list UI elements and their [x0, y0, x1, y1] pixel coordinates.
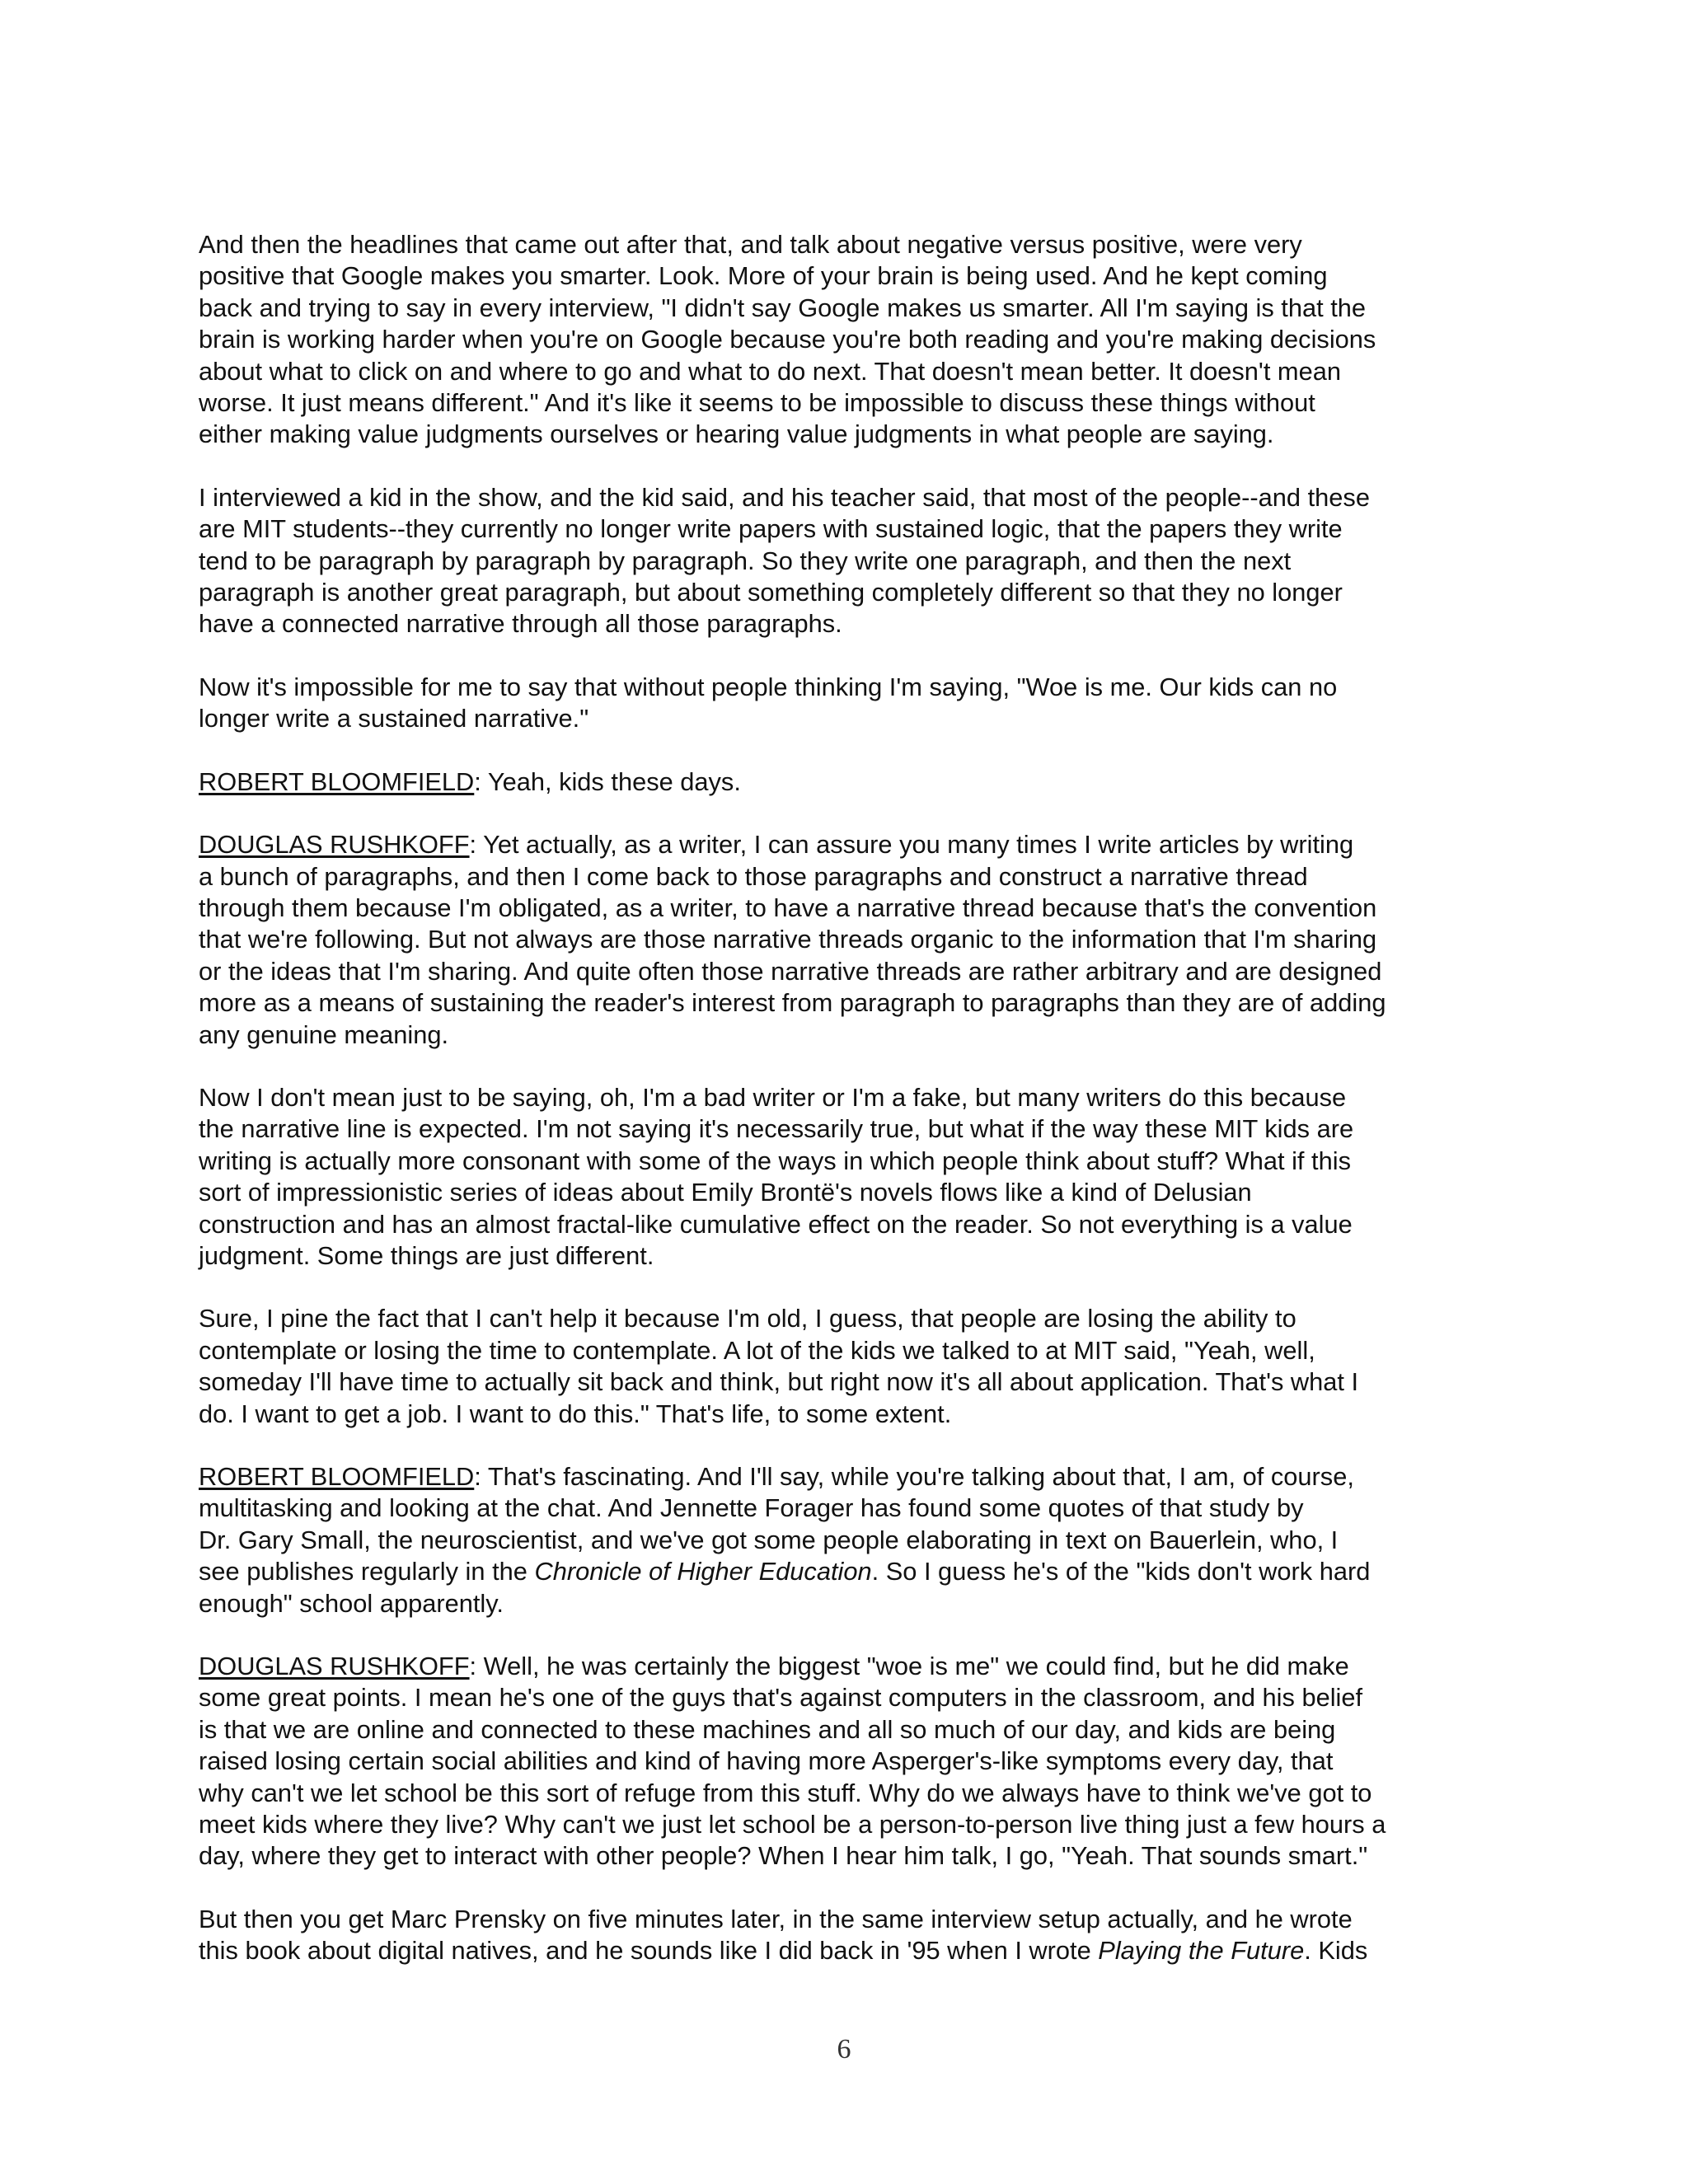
text-segment: through them because I'm obligated, as a writer, to have a narrative thread because that's the convention	[199, 893, 1377, 922]
text-segment: someday I'll have time to actually sit back and think, but right now it's all about application. That's what I	[199, 1367, 1359, 1397]
paragraph	[199, 766, 1501, 798]
text-line	[199, 482, 1501, 513]
paragraph	[199, 482, 1501, 640]
text-segment: why can't we let school be this sort of refuge from this stuff. Why do we always have to think we've got to	[199, 1778, 1372, 1807]
speaker-name: DOUGLAS RUSHKOFF	[199, 830, 470, 860]
text-line	[199, 1714, 1501, 1746]
text-line	[199, 1113, 1501, 1145]
text-segment: contemplate or losing the time to contemplate. A lot of the kids we talked to at MIT said, "Yeah, well,	[199, 1335, 1315, 1365]
text-segment: brain is working harder when you're on Google because you're both reading and you're making decisions	[199, 325, 1376, 354]
text-line	[199, 1809, 1501, 1840]
text-line	[199, 324, 1501, 355]
text-line	[199, 419, 1501, 450]
text-segment: the narrative line is expected. I'm not saying it's necessarily true, but what if the way these MIT kids are	[199, 1114, 1354, 1144]
text-segment: : Yeah, kids these days.	[474, 766, 741, 796]
text-line	[199, 1146, 1501, 1177]
text-segment: day, where they get to interact with other people? When I hear him talk, I go, "Yeah. That sounds smart."	[199, 1841, 1368, 1871]
text-line	[199, 1525, 1501, 1556]
text-segment: Sure, I pine the fact that I can't help it because I'm old, I guess, that people are losing the ability to	[199, 1304, 1296, 1333]
text-segment: positive that Google makes you smarter. Look. More of your brain is being used. And he kept coming	[199, 261, 1328, 291]
text-segment: meet kids where they live? Why can't we just let school be a person-to-person live thing just a few hours a	[199, 1810, 1386, 1840]
text-segment: more as a means of sustaining the reader's interest from paragraph to paragraphs than they are of adding	[199, 988, 1386, 1018]
text-segment: have a connected narrative through all those paragraphs.	[199, 609, 842, 639]
text-segment: paragraph is another great paragraph, but about something completely different so that they no longer	[199, 578, 1343, 607]
text-segment: that we're following. But not always are those narrative threads organic to the information that I'm sharing	[199, 925, 1377, 954]
text-segment: is that we are online and connected to these machines and all so much of our day, and kids are being	[199, 1714, 1336, 1744]
text-segment: worse. It just means different." And it's like it seems to be impossible to discuss these things without	[199, 388, 1315, 418]
text-line	[199, 1177, 1501, 1208]
text-line	[199, 546, 1501, 577]
paragraph	[199, 1303, 1501, 1430]
paragraph	[199, 829, 1501, 1051]
text-line	[199, 577, 1501, 608]
text-segment: tend to be paragraph by paragraph by paragraph. So they write one paragraph, and then the next	[199, 546, 1292, 575]
text-line	[199, 1209, 1501, 1240]
text-segment: a bunch of paragraphs, and then I come back to those paragraphs and construct a narrative thread	[199, 861, 1308, 891]
text-segment: : Well, he was certainly the biggest "woe is me" we could find, but he did make	[469, 1652, 1349, 1681]
text-line	[199, 766, 1501, 798]
text-line	[199, 1556, 1501, 1587]
text-segment: about what to click on and where to go and what to do next. That doesn't mean better. It doesn't mean	[199, 356, 1341, 386]
speaker-name: ROBERT BLOOMFIELD	[199, 766, 475, 796]
text-segment: Now it's impossible for me to say that without people thinking I'm saying, "Woe is me. Our kids can no	[199, 672, 1338, 701]
text-line	[199, 1746, 1501, 1777]
text-line	[199, 1303, 1501, 1334]
title-italic: Playing the Future	[1098, 1936, 1305, 1966]
text-line	[199, 1019, 1501, 1051]
text-segment: longer write a sustained narrative."	[199, 704, 589, 733]
text-line	[199, 1399, 1501, 1430]
text-segment: sort of impressionistic series of ideas about Emily Brontë's novels flows like a kind of Delusian	[199, 1178, 1252, 1207]
text-line	[199, 829, 1501, 860]
text-line	[199, 1840, 1501, 1872]
text-line	[199, 924, 1501, 955]
paragraph	[199, 229, 1501, 451]
transcript-body	[199, 229, 1501, 1999]
text-line	[199, 1904, 1501, 1935]
text-line	[199, 1493, 1501, 1524]
text-segment: either making value judgments ourselves or hearing value judgments in what people are saying.	[199, 419, 1274, 449]
text-line	[199, 293, 1501, 324]
text-line	[199, 387, 1501, 419]
text-segment: construction and has an almost fractal-like cumulative effect on the reader. So not everything is a value	[199, 1209, 1353, 1239]
text-segment: writing is actually more consonant with some of the ways in which people think about stuff? What if this	[199, 1146, 1351, 1175]
text-segment: I interviewed a kid in the show, and the kid said, and his teacher said, that most of the people--and these	[199, 482, 1370, 512]
text-line	[199, 1335, 1501, 1366]
paragraph	[199, 1904, 1501, 1967]
text-line	[199, 260, 1501, 292]
text-line	[199, 1935, 1501, 1966]
text-line	[199, 861, 1501, 893]
text-line	[199, 703, 1501, 734]
text-line	[199, 1588, 1501, 1619]
text-line	[199, 987, 1501, 1019]
text-line	[199, 1651, 1501, 1682]
text-line	[199, 1082, 1501, 1113]
paragraph	[199, 1461, 1501, 1619]
paragraph	[199, 1651, 1501, 1872]
text-segment: . Kids	[1304, 1936, 1368, 1966]
text-line	[199, 1366, 1501, 1398]
text-line	[199, 608, 1501, 640]
text-line	[199, 1240, 1501, 1272]
text-segment: multitasking and looking at the chat. And Jennette Forager has found some quotes of that study by	[199, 1493, 1304, 1523]
text-segment: see publishes regularly in the	[199, 1557, 535, 1586]
text-segment: And then the headlines that came out after that, and talk about negative versus positive, were very	[199, 230, 1302, 259]
text-segment: Now I don't mean just to be saying, oh, I'm a bad writer or I'm a fake, but many writers do this because	[199, 1082, 1347, 1112]
speaker-name: ROBERT BLOOMFIELD	[199, 1462, 475, 1491]
text-line	[199, 356, 1501, 387]
text-segment: But then you get Marc Prensky on five minutes later, in the same interview setup actually, and he wrote	[199, 1904, 1353, 1933]
text-segment: . So I guess he's of the "kids don't work hard	[871, 1557, 1371, 1586]
text-segment: back and trying to say in every interview, "I didn't say Google makes us smarter. All I'm saying is that the	[199, 293, 1367, 322]
text-segment: : Yet actually, as a writer, I can assure you many times I write articles by writing	[469, 830, 1354, 860]
text-segment: or the ideas that I'm sharing. And quite often those narrative threads are rather arbitrary and are designed	[199, 956, 1382, 986]
text-segment: judgment. Some things are just different.	[199, 1240, 654, 1270]
text-line	[199, 1461, 1501, 1493]
text-segment: any genuine meaning.	[199, 1019, 449, 1049]
text-segment: : That's fascinating. And I'll say, while you're talking about that, I am, of course,	[474, 1462, 1354, 1491]
text-segment: this book about digital natives, and he sounds like I did back in '95 when I wrote	[199, 1936, 1099, 1966]
text-line	[199, 672, 1501, 703]
text-segment: raised losing certain social abilities and kind of having more Asperger's-like symptoms every day, that	[199, 1746, 1334, 1776]
text-line	[199, 893, 1501, 924]
paragraph	[199, 1082, 1501, 1272]
page-number: 6	[837, 2034, 851, 2064]
text-segment: some great points. I mean he's one of the guys that's against computers in the classroom, and his belief	[199, 1683, 1363, 1713]
speaker-name: DOUGLAS RUSHKOFF	[199, 1652, 470, 1681]
text-line	[199, 513, 1501, 545]
text-segment: enough" school apparently.	[199, 1588, 504, 1618]
text-line	[199, 229, 1501, 260]
title-italic: Chronicle of Higher Education	[534, 1557, 872, 1586]
text-line	[199, 956, 1501, 987]
text-segment: Dr. Gary Small, the neuroscientist, and we've got some people elaborating in text on Bauerlein, who, I	[199, 1525, 1339, 1554]
text-segment: do. I want to get a job. I want to do this." That's life, to some extent.	[199, 1399, 952, 1428]
text-line	[199, 1682, 1501, 1713]
text-segment: are MIT students--they currently no longer write papers with sustained logic, that the papers they write	[199, 514, 1343, 544]
paragraph	[199, 672, 1501, 735]
text-line	[199, 1778, 1501, 1809]
